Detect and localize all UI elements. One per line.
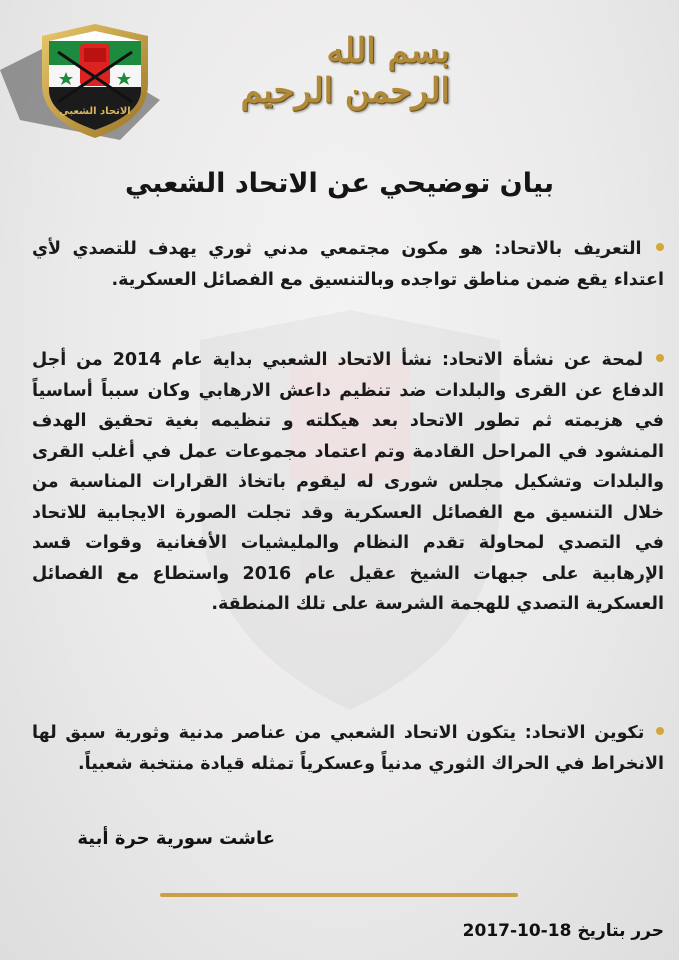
date-label: حرر بتاريخ — [577, 921, 664, 941]
date-value: 2017-10-18 — [462, 921, 572, 941]
basmala-calligraphy: بسم الله الرحمن الرحيم — [240, 31, 450, 111]
section-text: التعريف بالاتحاد: هو مكون مجتمعي مدني ثوري يهدف للتصدي لأي اعتداء يقع ضمن مناطق تواجده وبالتنسيق مع الفصائل العسكرية. — [32, 239, 664, 290]
bullet-icon — [656, 727, 664, 735]
bullet-icon — [656, 354, 664, 362]
union-logo-icon — [36, 22, 154, 140]
section-text: لمحة عن نشأة الاتحاد: نشأ الاتحاد الشعبي بداية عام 2014 من أجل الدفاع عن القرى والبلدات ضد تنظيم داعش الارهابي وكان سبباً أساسياً في هزيمته ثم تطور الاتحاد بعد هيكلته و تنظيمه بغية تحقيق الهدف المنشود في المراحل القادمة وتم اعتماد مجموعات عمل في أغلب القرى والبلدات وتشكيل مجلس شورى له ليقوم باتخاذ القرارات المناسبة من خلال التنسيق مع الفصائل العسكرية وقد تجلت الصورة الايجابية للاتحاد في التصدي لمحاولة تقدم النظام والمليشيات الأفغانية وقوات قسد الإرهابية على جبهات الشيخ عقيل عام 2016 واستطاع مع الفصائل العسكرية التصدي للهجمة الشرسة على تلك المنطقة. — [32, 350, 664, 614]
closing-slogan: عاشت سورية حرة أبية — [77, 828, 275, 849]
section-composition — [32, 718, 664, 779]
section-history — [32, 345, 664, 620]
bullet-icon — [656, 243, 664, 251]
divider — [160, 893, 518, 897]
section-definition — [32, 234, 664, 295]
page-title: بيان توضيحي عن الاتحاد الشعبي — [124, 168, 555, 199]
logo-caption: الاتحاد الشعبي — [59, 106, 131, 117]
date-line — [440, 921, 664, 941]
section-text: تكوين الاتحاد: يتكون الاتحاد الشعبي من عناصر مدنية وثورية سبق لها الانخراط في الحراك الثوري مدنياً وعسكرياً تمثله قيادة منتخبة شعبياً. — [32, 723, 664, 774]
